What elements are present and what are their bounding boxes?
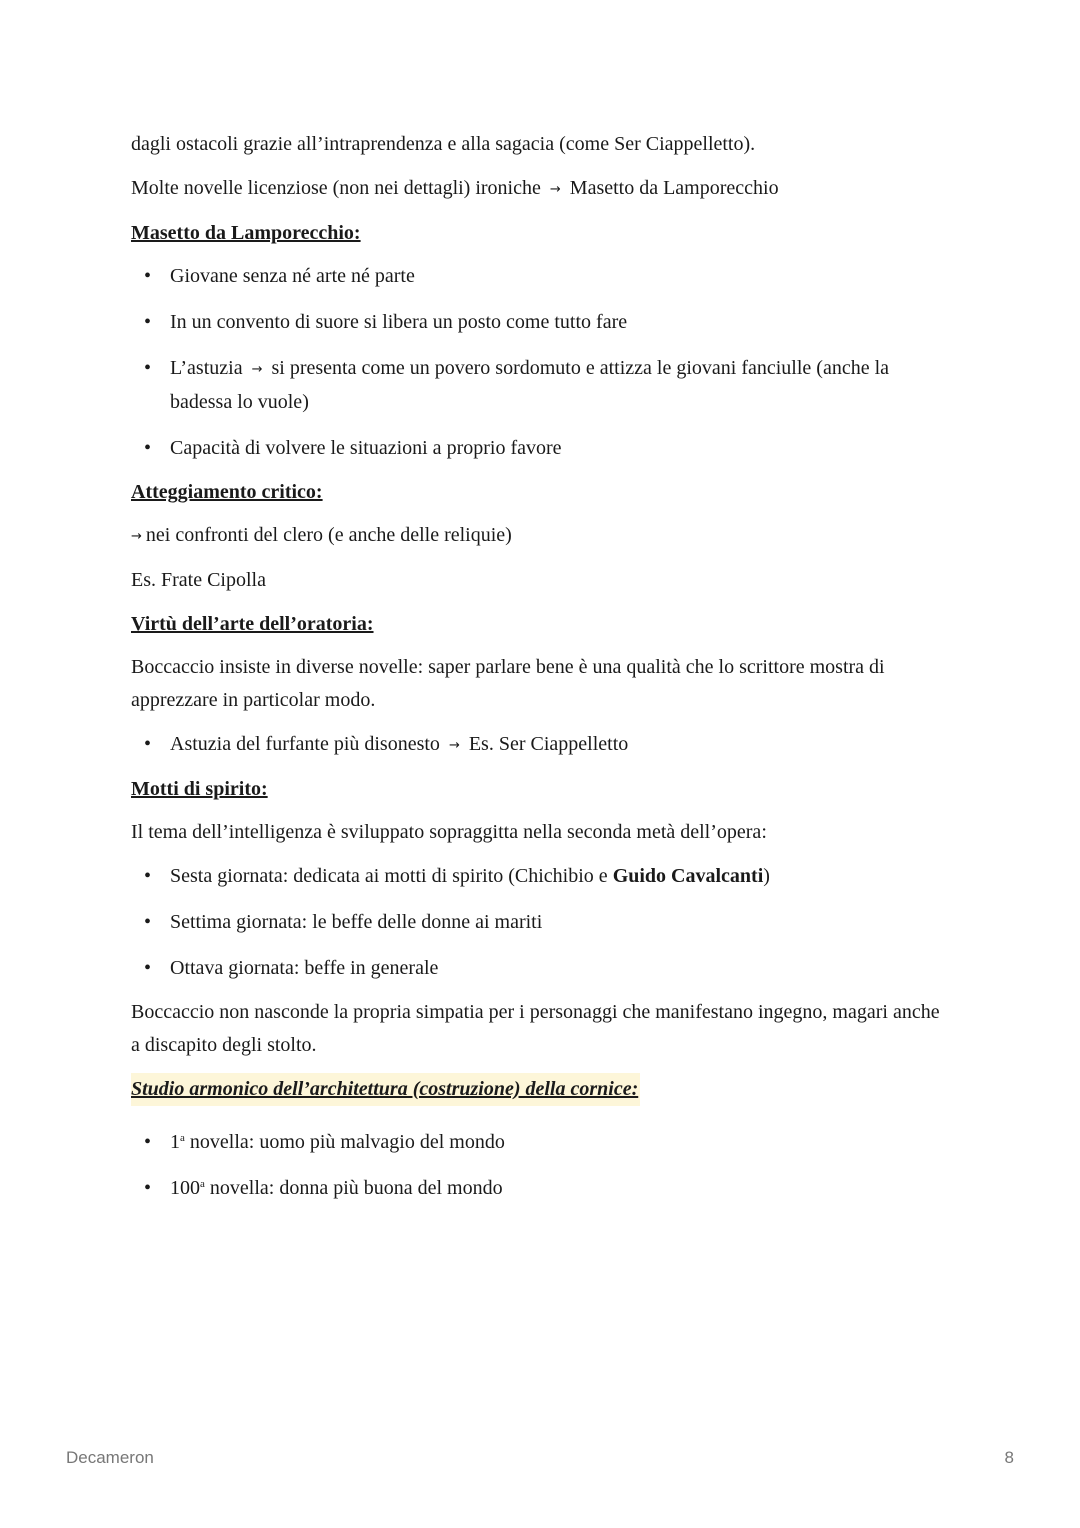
list-item: [131, 432, 941, 465]
cornice-list: [131, 1126, 941, 1205]
page-number: 8: [1004, 1448, 1014, 1467]
cornice-heading-wrap: [131, 1073, 941, 1116]
bullet-icon: •: [144, 311, 152, 333]
heading-oratoria: Virtù dell’arte dell’oratoria:: [131, 613, 374, 635]
list-item: [131, 952, 941, 985]
list-item-text: Giovane senza né arte né parte: [170, 265, 415, 287]
masetto-list: [131, 260, 941, 465]
oratoria-paragraph: Boccaccio insiste in diverse novelle: saper parlare bene è una qualità che lo scrittore mostra di apprezzare in particolar modo.: [131, 656, 885, 711]
right-arrow-icon: →: [549, 182, 561, 197]
motti-paragraph: Il tema dell’intelligenza è sviluppato sopraggitta nella seconda metà dell’opera:: [131, 821, 767, 843]
heading-atteggiamento: Atteggiamento critico:: [131, 481, 323, 503]
list-item-text: novella: uomo più malvagio del mondo: [184, 1131, 505, 1153]
bullet-icon: •: [144, 957, 152, 979]
right-arrow-icon: →: [251, 362, 263, 377]
list-item-text: si presenta come un povero sordomuto e attizza le giovani fanciulle (anche la badessa lo vuole): [170, 357, 890, 413]
list-item: [131, 906, 941, 939]
ordinal-number: 100: [170, 1177, 200, 1199]
list-item-text: In un convento di suore si libera un posto come tutto fare: [170, 311, 628, 333]
list-item-text: Astuzia del furfante più disonesto: [170, 733, 440, 755]
list-item: [131, 860, 941, 893]
list-item-text: novella: donna più buona del mondo: [204, 1177, 503, 1199]
intro-line-2-text: Molte novelle licenziose (non nei dettagli) ironiche: [131, 177, 541, 199]
list-item-text: Ottava giornata: beffe in generale: [170, 957, 439, 979]
bullet-icon: •: [144, 1177, 152, 1199]
footer-title: Decameron: [66, 1448, 154, 1467]
list-item-text: Es. Ser Ciappelletto: [468, 733, 629, 755]
document-body: [131, 128, 941, 1216]
ordinal-suffix: a: [200, 1178, 205, 1190]
intro-line-2: [131, 172, 941, 206]
bullet-icon: •: [144, 265, 152, 287]
list-item: [131, 1172, 941, 1205]
right-arrow-icon: →: [131, 529, 142, 544]
intro-line-2-link: Masetto da Lamporecchio: [569, 177, 779, 199]
bullet-icon: •: [144, 911, 152, 933]
right-arrow-icon: →: [448, 738, 460, 753]
list-item: [131, 1126, 941, 1159]
bullet-icon: •: [144, 437, 152, 459]
list-item: [131, 306, 941, 339]
intro-line-1: dagli ostacoli grazie all’intraprendenza e alla sagacia (come Ser Ciappelletto).: [131, 133, 756, 155]
bullet-icon: •: [144, 733, 152, 755]
heading-motti: Motti di spirito:: [131, 778, 268, 800]
bullet-icon: •: [144, 865, 152, 887]
list-item: [131, 352, 941, 419]
list-item-text: L’astuzia: [170, 357, 243, 379]
list-item-text: Settima giornata: le beffe delle donne ai mariti: [170, 911, 543, 933]
list-item-text: Capacità di volvere le situazioni a proprio favore: [170, 437, 562, 459]
list-item-text: Sesta giornata: dedicata ai motti di spirito (Chichibio e: [170, 865, 613, 887]
atteggiamento-text: nei confronti del clero (e anche delle reliquie): [145, 524, 512, 546]
list-item: [131, 260, 941, 293]
list-item: [131, 728, 941, 762]
oratoria-list: [131, 728, 941, 762]
atteggiamento-line-1: [131, 519, 941, 553]
bullet-icon: •: [144, 357, 152, 379]
list-item-bold: Guido Cavalcanti: [612, 865, 764, 887]
list-item-text: ): [763, 865, 770, 887]
ordinal-number: 1: [170, 1131, 180, 1153]
heading-cornice: Studio armonico dell’architettura (costruzione) della cornice:: [131, 1073, 640, 1106]
motti-closing: Boccaccio non nasconde la propria simpatia per i personaggi che manifestano ingegno, magari anche a discapito degli stolto.: [131, 1001, 940, 1056]
atteggiamento-line-2: Es. Frate Cipolla: [131, 569, 266, 591]
motti-list: [131, 860, 941, 985]
heading-masetto: Masetto da Lamporecchio:: [131, 222, 361, 244]
ordinal-suffix: a: [180, 1132, 185, 1144]
bullet-icon: •: [144, 1131, 152, 1153]
